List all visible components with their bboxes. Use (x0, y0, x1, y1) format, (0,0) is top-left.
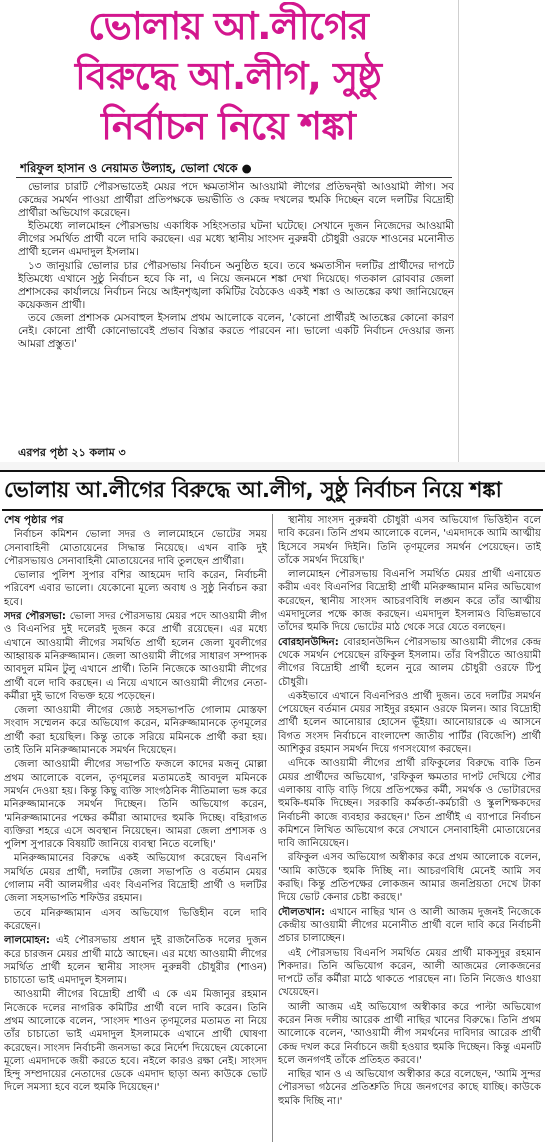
paragraph-text: বোরহানউদ্দিন পৌরসভায় আওয়ামী লীগের কেন্দ্র থেকে সমর্থন পেয়েছেন রফিকুল ইসলাম। তাঁর বিপরীতে আওয়ামী লীগের বিদ্রোহী প্রার্থী হলেন নুরে আলম চৌধুরী ওরফে টিপু চৌধুরী। (278, 636, 541, 688)
continued-from-tag: শেষ পৃষ্ঠার পর (4, 514, 64, 526)
column-paragraph (278, 757, 541, 850)
section-subhead: লালমোহন: (4, 935, 57, 947)
column-paragraph (278, 568, 541, 634)
paragraph-text: নাছির খান ও এ অভিযোগ অস্বীকার করে বলেছেন, 'আমি সুন্দর পৌরসভা গঠনের প্রতিশ্রুতি দিয়ে জনগণের কাছে যাচ্ছি। কাউকে হুমকি দিচ্ছি না।' (278, 1069, 541, 1107)
paragraph-text: নির্বাচন কমিশন ভোলা সদর ও লালমোহনে ভোটের সময় সেনাবাহিনী মোতায়েনের সিদ্ধান্ত নিয়েছে। এখন বাকি দুই পৌরসভায়ও সেনাবাহিনী মোতায়েনের দাবি তুলছেন প্রার্থীরা। (4, 529, 267, 567)
headline-rule (2, 509, 543, 511)
column-paragraph (278, 514, 541, 567)
paragraph-text: এই পৌরসভায় প্রধান দুই রাজনৈতিক দলের দুজন করে চারজন মেয়র প্রার্থী মাঠে আছেন। এর মধ্যে আওয়ামী লীগের সমর্থিত প্রার্থী হলেন স্থানীয় সাংসদ নুরুন্নবী চৌধুরীর (শাওন) চাচাতো ভাই এমদাদুল ইসলাম। (4, 935, 267, 987)
column-paragraph (278, 851, 541, 904)
headline-line-2: বিরুদ্ধে আ.লীগ, সুষ্ঠু (75, 54, 381, 98)
paragraph-text: আওয়ামী লীগের বিদ্রোহী প্রার্থী এ কে এম মিজানুর রহমান নিজেকে দলের নাগরিক কমিটির প্রার্থী বলে দাবি করেন। তিনি প্রথম আলোকে বলেন, 'সাংসদ শাওন তৃণমূলের মতামত না নিয়ে তাঁর চাচাতো ভাই এমদাদুল ইসলামকে এখানে প্রার্থী ঘোষণা করেছেন। সাংসদ নির্বাচনী জনসভা করে নির্দেশ দিয়েছেন যেকোনো মূল্যে এমদাদকে জয়ী করতে হবে। নইলে কারও রক্ষা নেই। সাংসদ হিন্দু সম্প্রদায়ের নেতাদের ডেকে এমদাদ ছাড়া অন্য কাউকে ভোট দিলে সমস্যা হবে বলে হুমকি দিয়েছেন।' (4, 989, 267, 1094)
paragraph-text: ভোলা সদর পৌরসভায় মেয়র পদে আওয়ামী লীগ ও বিএনপির দুই দলেরই দুজন করে প্রার্থী রয়েছেন। এর মধ্যে এখানে আওয়ামী লীগের সমর্থিত প্রার্থী হলেন জেলা যুবলীগের আহ্বায়ক মনিরুজ্জামান। জেলা আওয়ামী লীগের সাধারণ সম্পাদক আবদুল মমিন টুলু এখানে প্রার্থী। তিনি নিজেকে আওয়ামী লীগের প্রার্থী বলে দাবি করছেন। এ নিয়ে এখানে আওয়ামী লীগের নেতা-কর্মীরা দুই ভাগে বিভক্ত হয়ে পড়েছেন। (4, 611, 267, 702)
paragraph-text: লালমোহন পৌরসভায় বিএনপি সমর্থিত মেয়র প্রার্থী এনায়েত করীম এবং বিএনপির বিদ্রোহী প্রার্থী মনিরুজ্জামান মনির অভিযোগ করেছেন, স্থানীয় সাংসদ আচরণবিধি লঙ্ঘন করে তাঁর আত্মীয় এমদাদুলের পক্ষে কাজ করছেন। এমদাদুল ইসলামও বিভিন্নভাবে তাঁদের হুমকি দিয়ে ভোটের মাঠ থেকে সরে যেতে বলছেন। (278, 569, 541, 634)
column-paragraph (4, 610, 267, 703)
front-story-body (18, 181, 454, 443)
paragraph-text: মনিরুজ্জামানের বিরুদ্ধে একই অভিযোগ করেছেন বিএনপি সমর্থিত মেয়র প্রার্থী, দলটির জেলা সভাপতি ও বর্তমান মেয়র গোলাম নবী আলমগীর এবং বিএনপির বিদ্রোহী প্রার্থী ও দলটির জেলা সহসভাপতি শফিউর রহমান। (4, 853, 267, 905)
story-paragraph: ইতিমধ্যে লালমোহন পৌরসভায় একাধিক সহিংসতার ঘটনা ঘটেছে। সেখানে দুজন নিজেদের আওয়ামী লীগের সমর্থিত প্রার্থী বলে দাবি করছেন। এর মধ্যে স্থানীয় সাংসদ নুরুন্নবী চৌধুরী ওরফে শাওনের মনোনীত প্রার্থী হলেন এমদাদুল ইসলাম। (18, 220, 454, 259)
section-subhead: সদর পৌরসভা: (4, 611, 70, 623)
column-paragraph (278, 690, 541, 756)
column-paragraph (4, 988, 267, 1094)
paragraph-text: আলী আজম এই অভিযোগ অস্বীকার করে পাল্টা অভিযোগ করেন নিজ দলীয় আরেক প্রার্থী নাছির খানের বিরুদ্ধে। তিনি প্রথম আলোকে বলেন, 'আওয়ামী লীগ সমর্থনের দাবিদার আরেক প্রার্থী কেন্দ্র দখল করে নির্বাচনে জয়ী হওয়ার হুমকি দিচ্ছেন। কিন্তু এমনটি হলে জনগণই তাঁকে প্রতিহত করবে।' (278, 1001, 541, 1066)
column-paragraph (4, 528, 267, 568)
paragraph-text: একইভাবে এখানে বিএনপিরও প্রার্থী দুজন। তবে দলটির সমর্থন পেয়েছেন বর্তমান মেয়র সাইদুর রহমান ওরফে মিলন। আর বিদ্রোহী প্রার্থী হলেন আনোয়ার হোসেন ভূঁইয়া। আনোয়ারকে এ আসনে বিগত সংসদ নির্বাচনে বাংলাদেশ জাতীয় পার্টির (বিজেপি) প্রার্থী আশিকুর রহমান সমর্থন দিয়ে গণসংযোগ করছেন। (278, 690, 541, 756)
column-paragraph (4, 704, 267, 757)
clipping-separator (0, 462, 545, 470)
column-paragraph (278, 947, 541, 1000)
continued-on-note: এরপর পৃষ্ঠা ২১ কলাম ৩ (18, 446, 126, 459)
column-paragraph (4, 852, 267, 905)
left-column (4, 514, 267, 1140)
byline-divider (16, 177, 452, 178)
front-headline (2, 2, 454, 158)
paragraph-text: এখানে নাছির খান ও আলী আজম দুজনই নিজেকে কেন্দ্রীয় আওয়ামী লীগের মনোনীত প্রার্থী বলে দাবি করে নির্বাচনী প্রচার চালাচ্ছেন। (278, 906, 541, 945)
column-paragraph (278, 906, 541, 946)
column-paragraph (278, 1068, 541, 1108)
section-subhead: দৌলতখান: (278, 906, 330, 918)
paragraph-text: ভোলার পুলিশ সুপার বশির আহমেদ দাবি করেন, নির্বাচনী পরিবেশ এবার ভালো। যেকোনো মূল্যে অবাধ ও সুষ্ঠু নির্বাচন করা হবে। (4, 570, 267, 608)
headline-line-1: ভোলায় আ.লীগের (88, 4, 368, 48)
column-paragraph (4, 934, 267, 987)
section-subhead: বোরহানউদ্দিন: (278, 636, 344, 648)
paragraph-text: জেলা আওয়ামী লীগের সভাপতি ফজলে কাদের মজনু মোল্লা প্রথম আলোকে বলেন, তৃণমূলের মতামতেই আবদুল মমিনকে সমর্থন দেওয়া হয়। কিন্তু কিছু ব্যক্তি সাংগঠনিক নীতিমালা ভঙ্গ করে মনিরুজ্জামানকে সমর্থন দিচ্ছেন। তিনি অভিযোগ করেন, 'মনিরুজ্জামানের পক্ষের কর্মীরা আমাদের হুমকি দিচ্ছে। বহিরাগত ব্যক্তিরা শহরে এসে অবস্থান নিয়েছেন। আমরা জেলা প্রশাসক ও পুলিশ সুপারকে বিষয়টি জানিয়ে ব্যবস্থা নিতে বলেছি।' (4, 759, 267, 851)
story-paragraph: তবে জেলা প্রশাসক মেসবাহুল ইসলাম প্রথম আলোকে বলেন, 'কোনো প্রার্থীরই আতঙ্কের কোনো কারণ নেই। কোনো প্রার্থী কোনোভাবেই প্রভাব বিস্তার করতে পারবেন না। ভালো একটি নির্বাচন দেওয়ার জন্য আমরা প্রস্তুত।' (18, 311, 454, 351)
front-page-clipping (0, 0, 459, 462)
paragraph-text: এদিকে আওয়ামী লীগের প্রার্থী রফিকুলের বিরুদ্ধে বাকি তিন মেয়র প্রার্থীদের অভিযোগ, 'রফিকুল ক্ষমতার দাপট দেখিয়ে পৌর এলাকায় বাড়ি বাড়ি গিয়ে প্রতিপক্ষের কর্মী, সমর্থক ও ভোটারদের হুমকি-ধমকি দিচ্ছেন। সরকারি কর্মকর্তা-কর্মচারী ও স্কুলশিক্ষকদের নির্বাচনী কাজে ব্যবহার করছেন।' তিন প্রার্থীই এ ব্যাপারে নির্বাচন কমিশনে লিখিত অভিযোগ করে সেখানে সেনাবাহিনী মোতায়েনের দাবি জানিয়েছেন। (278, 758, 541, 850)
column-paragraph (4, 907, 267, 934)
right-column-paragraphs (278, 514, 541, 1108)
byline: শরিফুল হাসান ও নেয়ামত উল্যাহ, ভোলা থেকে ● (20, 161, 252, 175)
continuation-clipping (0, 470, 545, 1144)
right-column (278, 514, 541, 1140)
continuation-headline: ভোলায় আ.লীগের বিরুদ্ধে আ.লীগ, সুষ্ঠু নির্বাচন নিয়ে শঙ্কা (4, 478, 502, 503)
story-paragraph: ১৩ জানুয়ারি ভোলার চার পৌরসভায় নির্বাচন অনুষ্ঠিত হবে। তবে ক্ষমতাসীন দলটির প্রার্থীদের দাপটে ইতিমধ্যে এখানে সুষ্ঠু নির্বাচন হবে কি না, এ নিয়ে জনমনে শঙ্কা দেখা দিয়েছে। গতকাল রোববার জেলা প্রশাসকের কার্যালয়ে নির্বাচন নিয়ে আইনশৃঙ্খলা কমিটির বৈঠকেও একই শঙ্কা ও আতঙ্কের কথা জানিয়েছেন কয়েকজন প্রার্থী। (18, 259, 454, 311)
left-column-paragraphs (4, 528, 267, 1094)
story-paragraph: ভোলার চারটি পৌরসভাতেই মেয়র পদে ক্ষমতাসীন আওয়ামী লীগের প্রতিদ্বন্দ্বী আওয়ামী লীগ। সব কেন্দ্রের সমর্থন পাওয়া প্রার্থীরা প্রতিপক্ষকে ভয়ভীতি ও কেন্দ্র দখলের হুমকি দিচ্ছেন বলে দলটির বিদ্রোহী প্রার্থীরা অভিযোগ করেছেন। (18, 181, 454, 220)
column-paragraph (278, 636, 541, 689)
column-paragraph (4, 758, 267, 851)
column-paragraph (4, 569, 267, 609)
paragraph-text: এই পৌরসভায় বিএনপি সমর্থিত মেয়র প্রার্থী মাকসুদুর রহমান শিকদার। তিনি অভিযোগ করেন, আলী আজমের লোকজনের দাপটে তাঁর কর্মীরা মাঠে থাকতে পারছেন না। তিনি নিজেও ধাওয়া খেয়েছেন। (278, 947, 541, 999)
headline-line-3: নির্বাচন নিয়ে শঙ্কা (101, 104, 355, 148)
column-divider (272, 514, 273, 1142)
paragraph-text: জেলা আওয়ামী লীগের জ্যেষ্ঠ সহসভাপতি গোলাম মোস্তফা সংবাদ সম্মেলন করে অভিযোগ করেন, মনিরুজ্জামানকে তৃণমূলের প্রার্থী করা হয়েছিল। কিন্তু তাকে সরিয়ে মমিনকে প্রার্থী করা হয়। তাই তিনি মনিরুজ্জামানকে সমর্থন দিয়েছেন। (4, 705, 267, 757)
paragraph-text: স্থানীয় সাংসদ নুরুন্নবী চৌধুরী এসব অভিযোগ ভিত্তিহীন বলে দাবি করেন। তিনি প্রথম আলোকে বলেন, 'এমদাদকে আমি আত্মীয় হিসেবে সমর্থন দিইনি। তিনি তৃণমূলের সমর্থন পেয়েছেন। তাই তাঁকে সমর্থন দিয়েছি।' (278, 515, 541, 566)
paragraph-text: রফিকুল এসব অভিযোগ অস্বীকার করে প্রথম আলোকে বলেন, 'আমি কাউকে হুমকি দিচ্ছি না। আচরণবিধি মেনেই আমি সব করছি। কিন্তু প্রতিপক্ষের লোকজন আমার জনপ্রিয়তা দেখে টাকা দিয়ে ভোট কেনার চেষ্টা করছে।' (278, 852, 541, 904)
column-paragraph (278, 1001, 541, 1067)
paragraph-text: তবে মনিরুজ্জামান এসব অভিযোগ ভিত্তিহীন বলে দাবি করেছেন। (4, 907, 267, 932)
